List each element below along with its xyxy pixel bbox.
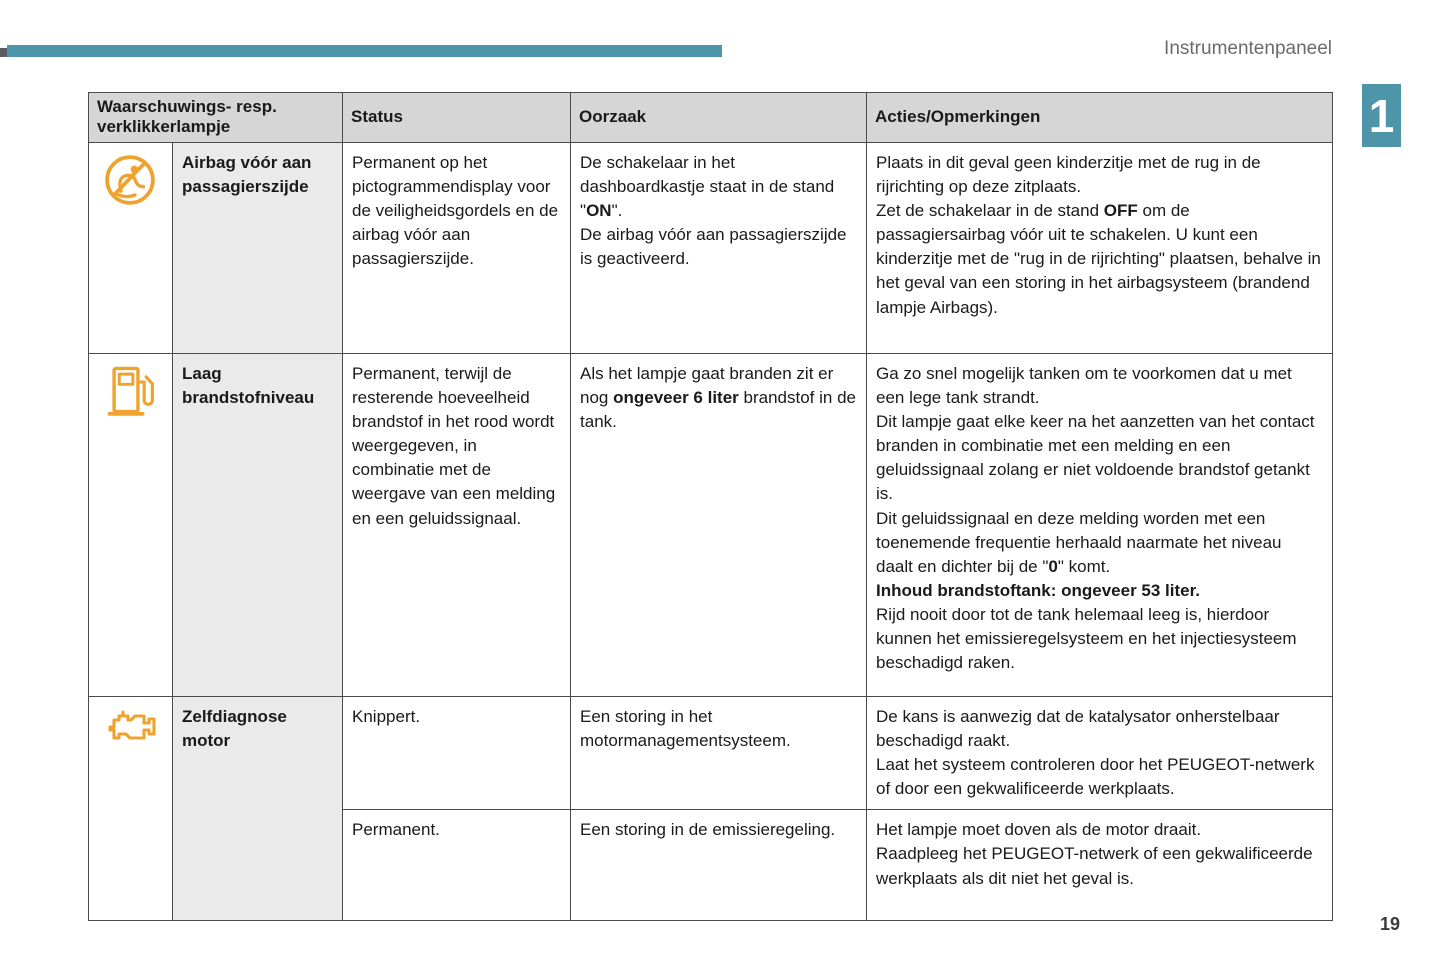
warning-lights-table bbox=[88, 92, 1333, 921]
header-cause: Oorzaak bbox=[571, 93, 867, 143]
warning-label: Airbag vóór aan passagierszijde bbox=[173, 142, 343, 353]
actions-cell: Plaats in dit geval geen kinderzitje met de rug in de rijrichting op deze zitplaats. Zet de schakelaar in de stand OFF om de passagiersairbag vóór uit te schakelen. U kunt een kinderzitje met de "rug in de rijrichting" plaatsen, behalve in het geval van een storing in het airbagsysteem (brandend lampje Airbags). bbox=[867, 142, 1333, 353]
icon-cell bbox=[89, 142, 173, 353]
table-row bbox=[89, 353, 1333, 696]
airbag-passenger-deactivated-icon bbox=[101, 151, 159, 209]
status-cell: Permanent, terwijl de resterende hoeveelheid brandstof in het rood wordt weergegeven, in combinatie met de weergave van een melding en een geluidssignaal. bbox=[343, 353, 571, 696]
table-header-row bbox=[89, 93, 1333, 143]
page-header-label: Instrumentenpaneel bbox=[1164, 38, 1332, 59]
header-status: Status bbox=[343, 93, 571, 143]
header-actions: Acties/Opmerkingen bbox=[867, 93, 1333, 143]
status-cell: Permanent. bbox=[343, 810, 571, 921]
cause-cell: Een storing in het motormanagementsysteem. bbox=[571, 696, 867, 810]
icon-cell bbox=[89, 696, 173, 921]
warning-label: Laag brandstofniveau bbox=[173, 353, 343, 696]
cause-cell: De schakelaar in het dashboardkastje staat in de stand "ON". De airbag vóór aan passagierszijde is geactiveerd. bbox=[571, 142, 867, 353]
actions-cell: Het lampje moet doven als de motor draait. Raadpleeg het PEUGEOT-netwerk of een gekwalificeerde werkplaats als dit niet het geval is. bbox=[867, 810, 1333, 921]
status-cell: Permanent op het pictogrammendisplay voor de veiligheidsgordels en de airbag vóór aan passagierszijde. bbox=[343, 142, 571, 353]
low-fuel-level-icon bbox=[105, 362, 155, 418]
actions-cell: De kans is aanwezig dat de katalysator onherstelbaar beschadigd raakt. Laat het systeem controleren door het PEUGEOT-netwerk of door een gekwalificeerde werkplaats. bbox=[867, 696, 1333, 810]
cause-cell: Een storing in de emissieregeling. bbox=[571, 810, 867, 921]
top-bar-accent bbox=[7, 45, 722, 57]
table-row bbox=[89, 696, 1333, 810]
engine-self-diagnosis-icon bbox=[100, 705, 160, 747]
warning-label: Zelfdiagnose motor bbox=[173, 696, 343, 921]
header-warning-light: Waarschuwings- resp. verklikkerlampje bbox=[89, 93, 343, 143]
status-cell: Knippert. bbox=[343, 696, 571, 810]
icon-cell bbox=[89, 353, 173, 696]
cause-cell: Als het lampje gaat branden zit er nog ongeveer 6 liter brandstof in de tank. bbox=[571, 353, 867, 696]
chapter-number-tab: 1 bbox=[1362, 84, 1401, 147]
actions-cell: Ga zo snel mogelijk tanken om te voorkomen dat u met een lege tank strandt. Dit lampje gaat elke keer na het aanzetten van het contact branden in combinatie met een melding en een geluidssignaal zolang er niet voldoende brandstof getankt is. Dit geluidssignaal en deze melding worden met een toenemende frequentie herhaald naarmate het niveau daalt en dichter bij de "0" komt. Inhoud brandstoftank: ongeveer 53 liter. Rijd nooit door tot de tank helemaal leeg is, hierdoor kunnen het emissieregelsysteem en het injectiesysteem beschadigd raken. bbox=[867, 353, 1333, 696]
table-row bbox=[89, 142, 1333, 353]
page-number: 19 bbox=[1379, 914, 1400, 934]
